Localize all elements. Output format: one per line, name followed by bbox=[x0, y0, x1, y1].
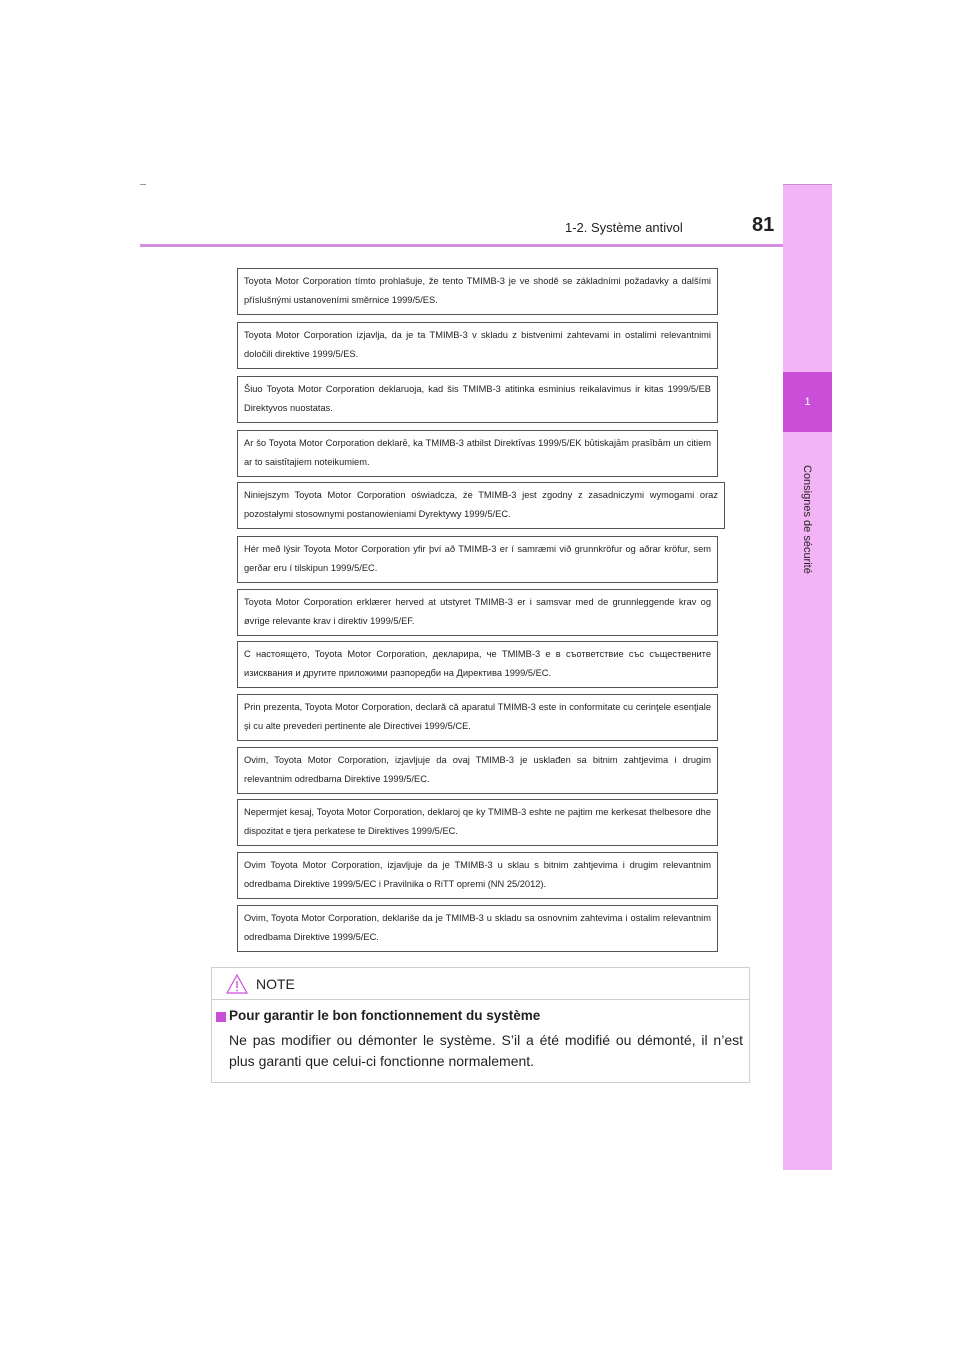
declaration-czech: Toyota Motor Corporation tímto prohlašuje, že tento TMIMB-3 je ve shodě se základními požadavky a dalšími příslušnými ustanoveními směrnice 1999/5/ES. bbox=[237, 268, 718, 315]
chapter-sidebar bbox=[783, 184, 832, 1170]
note-subtitle: Pour garantir le bon fonctionnement du système bbox=[229, 1008, 541, 1023]
note-title: NOTE bbox=[256, 976, 295, 992]
header-divider bbox=[140, 244, 832, 247]
note-box bbox=[211, 967, 750, 1083]
declaration-serbian: Ovim, Toyota Motor Corporation, deklariše da je TMIMB-3 u skladu sa osnovnim zahtevima i ostalim relevantnim odredbama Direktive 1999/5/EC. bbox=[237, 905, 718, 952]
bullet-square-icon bbox=[216, 1012, 226, 1022]
declaration-polish: Niniejszym Toyota Motor Corporation oświadcza, że TMIMB-3 jest zgodny z zasadniczymi wymogami oraz pozostałymi stosownymi postanowieniami Dyrektywy 1999/5/EC. bbox=[237, 482, 725, 529]
declaration-latvian: Ar šo Toyota Motor Corporation deklarē, ka TMIMB-3 atbilst Direktīvas 1999/5/EK būtiskajām prasībām un citiem ar to saistītajiem noteikumiem. bbox=[237, 430, 718, 477]
declaration-icelandic: Hér með lýsir Toyota Motor Corporation yfir því að TMIMB-3 er í samræmi við grunnkröfur og aðrar kröfur, sem gerðar eru í tilskipun 1999/5/EC. bbox=[237, 536, 718, 583]
note-body: Ne pas modifier ou démonter le système. S’il a été modifié ou démonté, il n’est plus garanti que celui-ci fonctionne normalement. bbox=[229, 1032, 743, 1069]
corner-mark bbox=[140, 184, 146, 185]
declaration-bulgarian: С настоящето, Toyota Motor Corporation, декларира, че TMIMB-3 е в съответствие със съществените изисквания и другите приложими разпоредби на Директива 1999/5/ЕС. bbox=[237, 641, 718, 688]
declaration-bosnian: Ovim, Toyota Motor Corporation, izjavljuje da ovaj TMIMB-3 je usklađen sa bitnim zahtjevima i drugim relevantnim odredbama Direktive 1999/5/EC. bbox=[237, 747, 718, 794]
declaration-slovenian: Toyota Motor Corporation izjavlja, da je ta TMIMB-3 v skladu z bistvenimi zahtevami in ostalimi relevantnimi določili direktive 1999/5/ES. bbox=[237, 322, 718, 369]
declaration-romanian: Prin prezenta, Toyota Motor Corporation, declară că aparatul TMIMB-3 este in conformitate cu cerinţele esenţiale şi cu alte prevederi pertinente ale Directivei 1999/5/CE. bbox=[237, 694, 718, 741]
section-title: 1-2. Système antivol bbox=[565, 220, 683, 235]
page-number: 81 bbox=[752, 214, 775, 236]
sidebar-top-mark bbox=[783, 184, 832, 185]
declaration-croatian: Ovim Toyota Motor Corporation, izjavljuje da je TMIMB-3 u sklau s bitnim zahtjevima i drugim relevantnim odredbama Direktive 1999/5/EC i Pravilnika o RiTT opremi (NN 25/2012). bbox=[237, 852, 718, 899]
chapter-label: Consignes de sécurité bbox=[801, 465, 813, 574]
note-header bbox=[212, 968, 749, 1000]
declaration-lithuanian: Šiuo Toyota Motor Corporation deklaruoja, kad šis TMIMB-3 atitinka esminius reikalavimus ir kitas 1999/5/EB Direktyvos nuostatas. bbox=[237, 376, 718, 423]
warning-icon bbox=[226, 974, 248, 994]
declaration-albanian: Nepermjet kesaj, Toyota Motor Corporation, deklaroj qe ky TMIMB-3 eshte ne pajtim me kerkesat thelbesore dhe dispozitat e tjera perkatese te Direktives 1999/5/EC. bbox=[237, 799, 718, 846]
chapter-tab: 1 bbox=[783, 372, 832, 432]
declaration-norwegian: Toyota Motor Corporation erklærer herved at utstyret TMIMB-3 er i samsvar med de grunnleggende krav og øvrige relevante krav i direktiv 1999/5/EF. bbox=[237, 589, 718, 636]
